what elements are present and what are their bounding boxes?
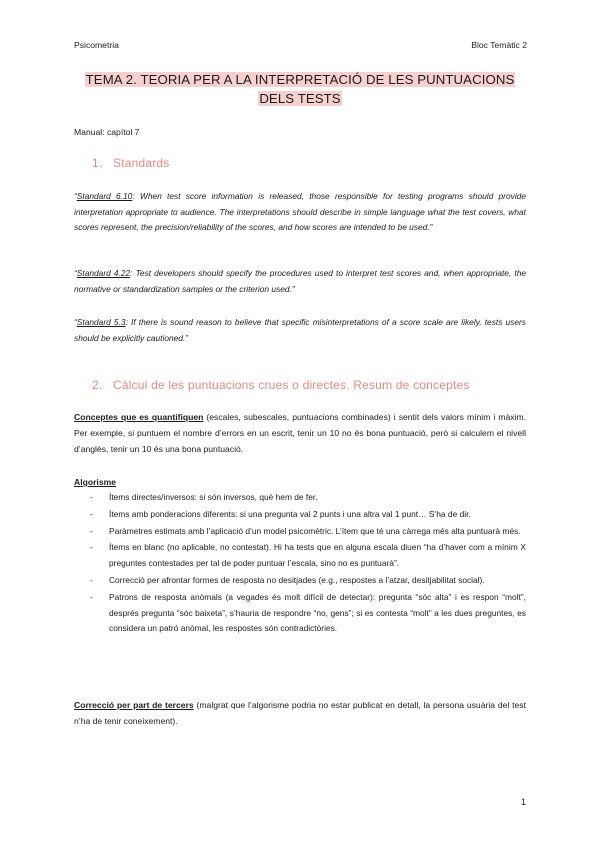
algorisme-heading: [74, 474, 526, 490]
section-1-number: 1.: [92, 156, 103, 170]
quote-open-mark: “: [74, 191, 77, 201]
quote-standard-4-22: [74, 266, 526, 297]
list-item-text: Ítems en blanc (no aplicable, no contestat). Hi ha tests que en alguna escala diuen “ha d’haver com a mínim X preguntes contestades per tal de poder puntuar l’escala, sino no es puntuarà”.: [109, 542, 526, 569]
title-line-2: DELS TESTS: [259, 91, 341, 106]
list-item-text: Paràmetres estimats amb l’aplicació d’un model psicomètric. L’ítem que té una càrrega més alta puntuarà més.: [109, 525, 521, 536]
section-1-title: Standards: [113, 156, 170, 170]
title-line-1: TEMA 2. TEORIA PER A LA INTERPRETACIÓ DE LES PUNTUACIONS: [85, 72, 515, 87]
page-number: 1: [520, 797, 526, 807]
list-item: [74, 590, 526, 637]
dash-bullet: -: [90, 574, 93, 585]
dash-bullet: -: [90, 508, 93, 519]
tercers-paragraph: [74, 697, 526, 729]
list-item: [74, 507, 526, 523]
quote-standard-5-3: [74, 315, 526, 346]
dash-bullet: -: [90, 542, 93, 553]
dash-bullet: -: [90, 525, 93, 536]
quote-text: : When test score information is released, those responsible for testing programs should provide interpretation appropriate to audience. The interpretations should describe in simple language what the test covers, what scores represent, the precision/reliability of the scores, and how scores are intended to be used.”: [74, 191, 526, 233]
tercers-lead: Correcció per part de tercers: [74, 700, 194, 710]
list-item: [74, 524, 526, 540]
quote-text: : Test developers should specify the procedures used to interpret test scores and, when appropriate, the normative or standardization samples or the criterion used.”: [74, 268, 527, 294]
list-item: [74, 490, 526, 506]
section-2-number: 2.: [92, 378, 103, 392]
list-item-text: Patrons de resposta anòmals (a vegades és molt difícil de detectar): pregunta “sóc alta” i es respon “molt”, després pregunta “sóc baixeta”, s’hauria de respondre “no, gens”; si es contesta “molt” a les dues preguntes, es considera un patró anòmal, les respostes són contradictòries.: [109, 591, 526, 634]
quote-open-mark: “: [74, 317, 77, 327]
quote-standard-6-10: [74, 189, 526, 236]
section-2-heading: [92, 378, 470, 392]
list-item: [74, 573, 526, 589]
algorisme-title: Algorisme: [74, 477, 117, 487]
header-block: Bloc Temàtic 2: [471, 40, 527, 50]
page-title: [74, 70, 526, 108]
concepts-lead: Conceptes que es quantifiquen: [74, 412, 204, 422]
section-1-heading: [92, 156, 170, 170]
list-item-text: Correcció per afrontar formes de resposta no desitjades (e.g., respostes a l’atzar, desitjabilitat social).: [109, 574, 485, 585]
dash-bullet: -: [90, 492, 93, 502]
standard-ref: Standard 6.10: [76, 191, 133, 201]
section-2-title: Càlcul de les puntuacions crues o directes. Resum de conceptes: [113, 378, 470, 392]
list-item-text: Ítems directes/inversos: si són inversos, què hem de fer.: [109, 492, 318, 502]
manual-reference: Manual: capítol 7: [74, 127, 140, 137]
dash-bullet: -: [90, 591, 93, 602]
quote-text: : If there is sound reason to believe that specific misinterpretations of a score scale are likely, tests users should be explicitly cautioned.”: [74, 317, 526, 343]
standard-ref: Standard 5.3: [76, 317, 126, 327]
algorisme-list: [74, 490, 526, 638]
quote-open-mark: “: [74, 268, 77, 278]
standard-ref: Standard 4.22: [76, 268, 131, 278]
tercers-text: (malgrat que l’algorisme podria no estar publicat en detall, la persona usuària del test n’ha de tenir coneixement).: [74, 700, 526, 726]
list-item: [74, 540, 526, 572]
concepts-text: (escales, subescales, puntuacions combinades) i sentit dels valors mínim i màxim. Per exemple, si puntuem el nombre d’errors en un escrit, tenir un 10 no és bona puntuació, però si calculem el nivell d’anglès, tenir un 10 és una bona puntuació.: [74, 412, 526, 454]
header-course: Psicometria: [74, 40, 119, 50]
concepts-paragraph: [74, 409, 526, 457]
list-item-text: Ítems amb ponderacions diferents: si una pregunta val 2 punts i una altra val 1 punt… S’ha de dir.: [109, 508, 471, 519]
